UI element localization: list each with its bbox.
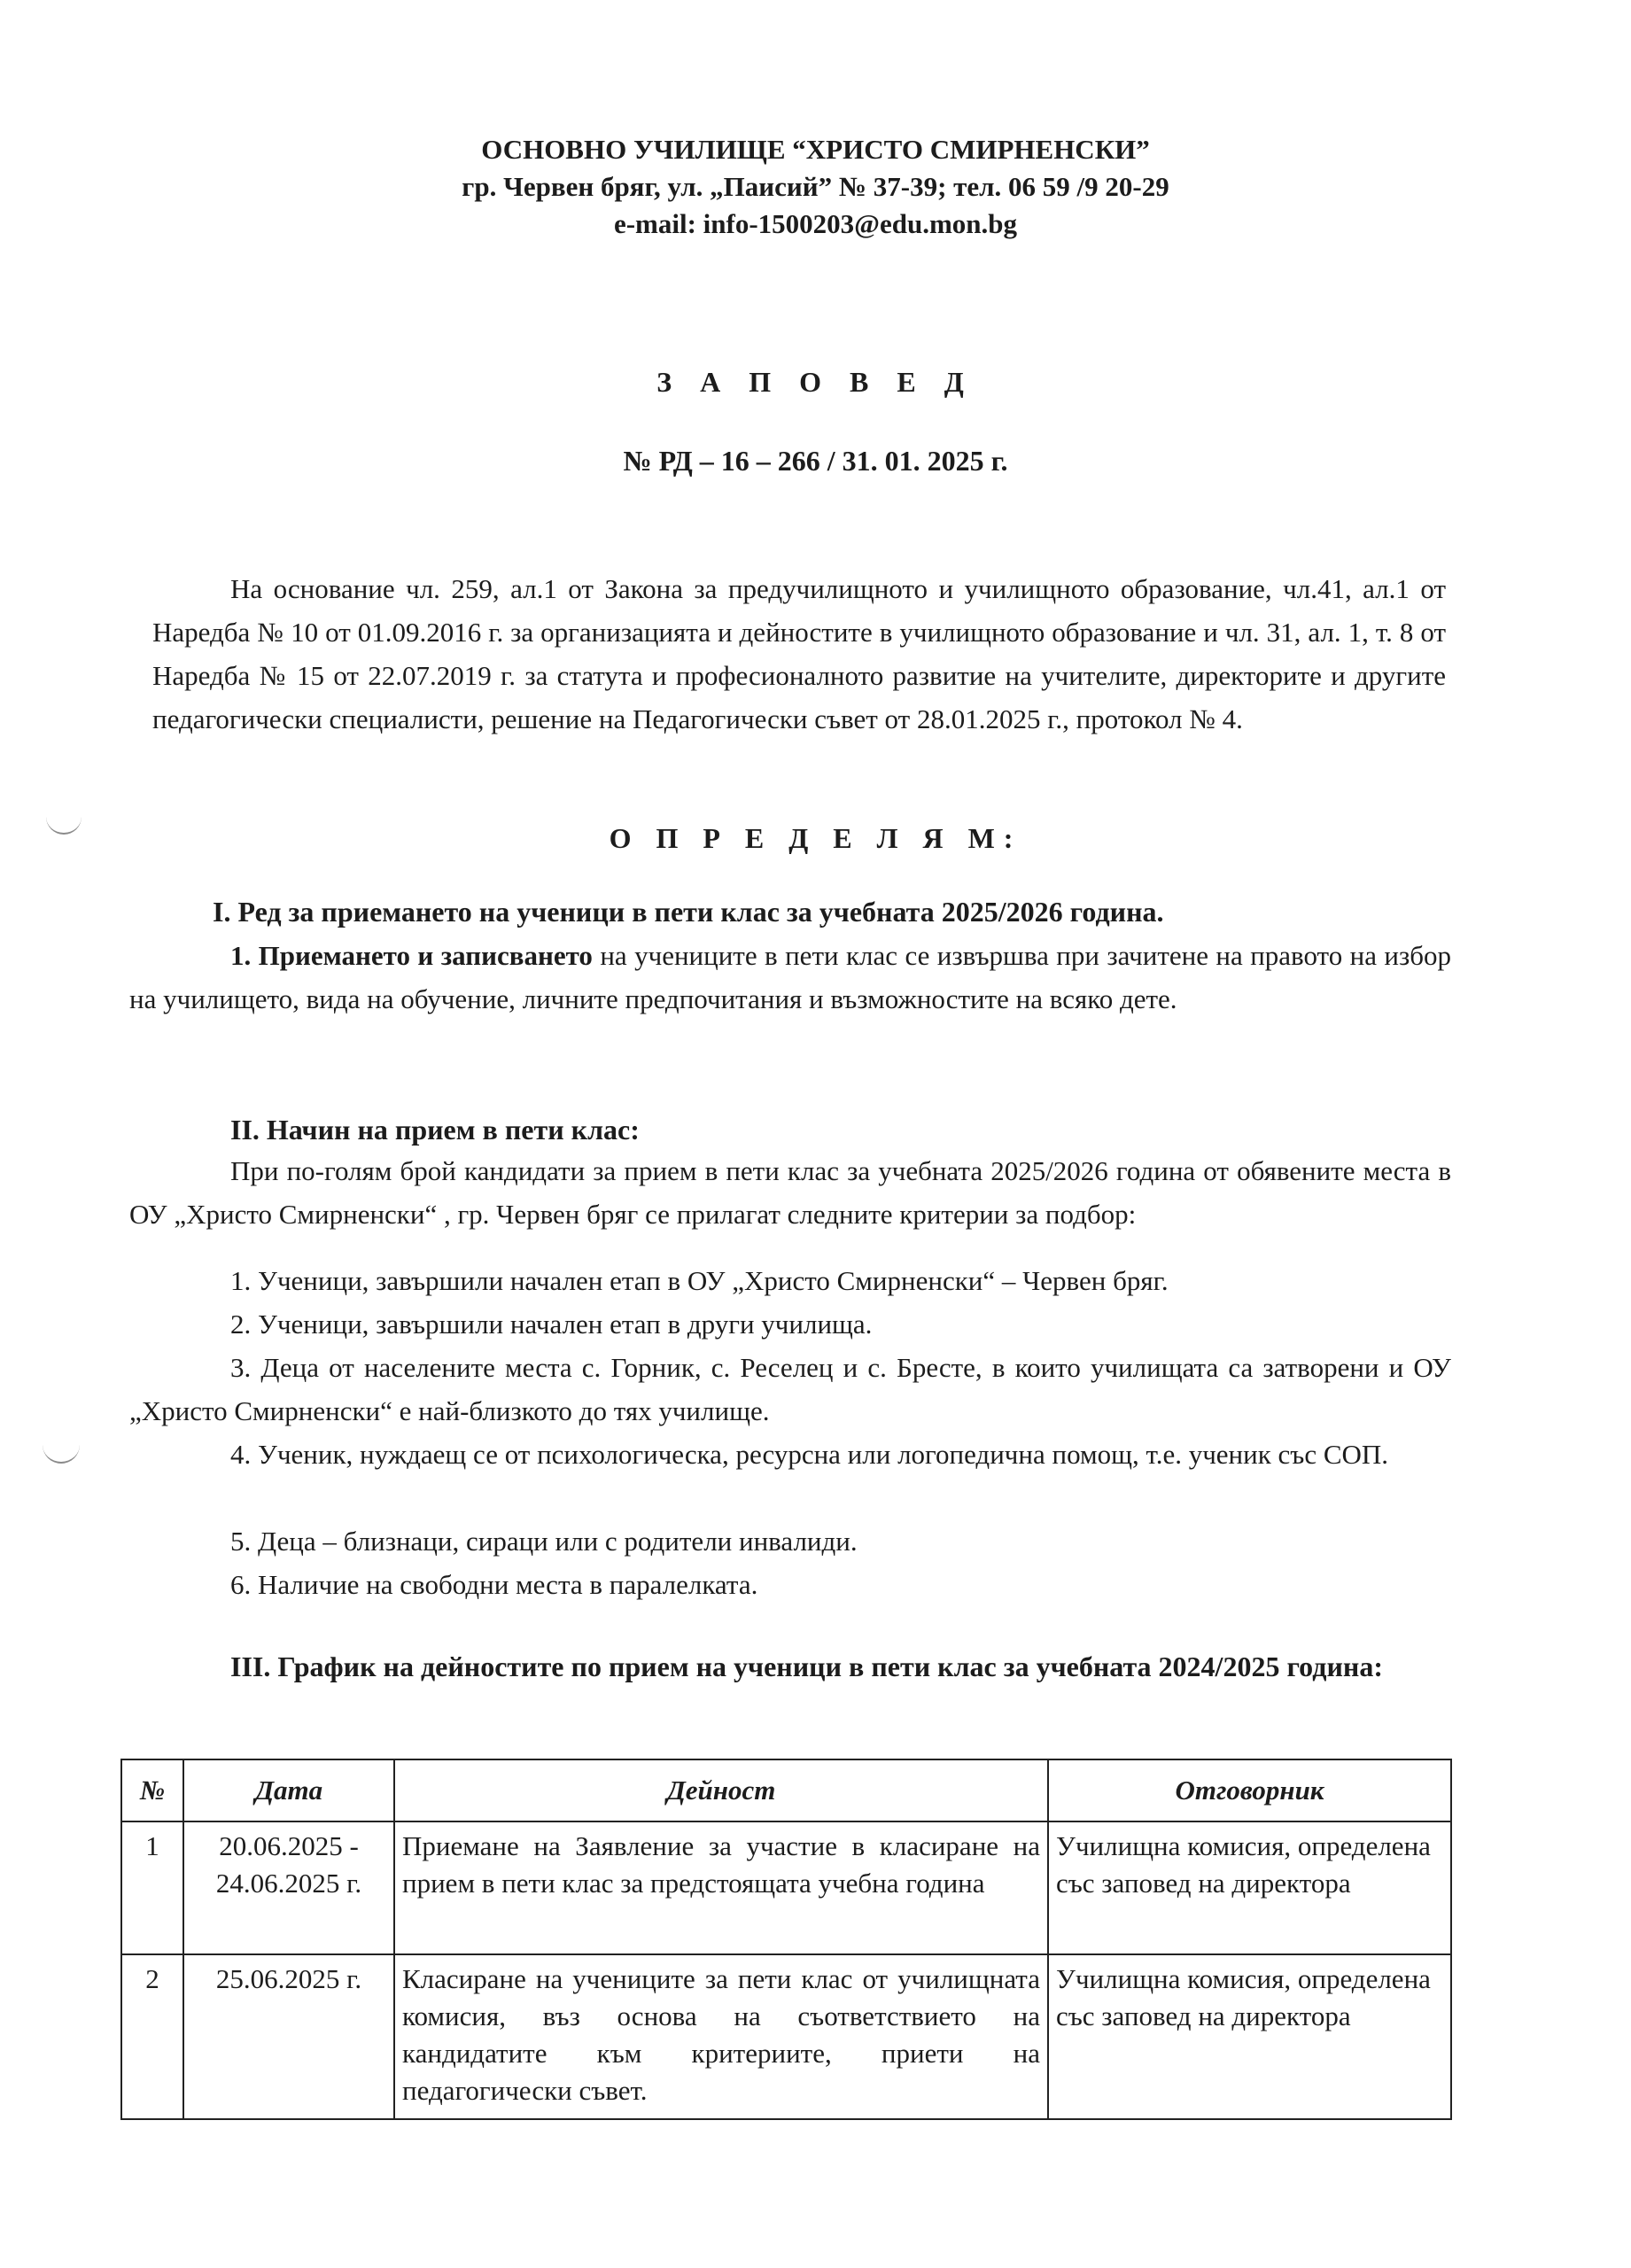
criterion-1: 1. Ученици, завършили начален етап в ОУ „Христо Смирненски“ – Червен бряг.: [230, 1265, 1169, 1296]
legal-basis-text: На основание чл. 259, ал.1 от Закона за предучилищното и училищното образование, чл.41, ал.1 от Наредба № 10 от 01.09.2016 г. за организацията и дейностите в училищното образование и чл. 31, ал. 1, т. 8 от Наредба № 15 от 22.07.2019 г. за статута и професионалното развитие на учителите, директорите и другите педагогически специалисти, решение на Педагогически съвет от 28.01.2025 г., протокол № 4.: [152, 573, 1446, 734]
order-number: № РД – 16 – 266 / 31. 01. 2025 г.: [623, 445, 1008, 477]
criterion-6: 6. Наличие на свободни места в паралелката.: [230, 1569, 758, 1600]
criterion-4-text: 4. Ученик, нуждаещ се от психологическа, ресурсна или логопедична помощ, т.е. ученик със СОП.: [230, 1439, 1389, 1470]
section-2-intro-text: При по-голям брой кандидати за прием в пети клас за учебната 2025/2026 година от обявените места в ОУ „Христо Смирненски“ , гр. Червен бряг се прилагат следните критерии за подбор:: [129, 1155, 1451, 1230]
col-header-activity: Дейност: [394, 1759, 1048, 1821]
section-3-heading: [129, 1644, 1453, 1689]
criterion-3: [129, 1346, 1451, 1433]
cell-number: 2: [121, 1954, 183, 2119]
table-row: [121, 1954, 1451, 2119]
criterion-4: [129, 1433, 1451, 1476]
school-address: гр. Червен бряг, ул. „Паисий” № 37-39; тел. 06 59 /9 20-29: [462, 171, 1169, 202]
section-3-heading-text: III. График на дейностите по прием на ученици в пети клас за учебната 2024/2025 година:: [230, 1651, 1383, 1682]
section-1-heading-text: I. Ред за приемането на ученици в пети клас за учебната 2025/2026 година.: [213, 896, 1164, 928]
section-1-point-rest: на учениците в пети клас се извършва при зачитене на правото на избор на училището, вида на обучение, личните предпочитания и възможностите на всяко дете.: [129, 940, 1451, 1014]
cell-number: 1: [121, 1821, 183, 1954]
school-name: ОСНОВНО УЧИЛИЩЕ “ХРИСТО СМИРНЕНСКИ”: [481, 134, 1150, 165]
determine-heading: О П Р Е Д Е Л Я М:: [609, 822, 1022, 854]
cell-activity: Приемане на Заявление за участие в класиране на прием в пети клас за предстоящата учебна година: [394, 1821, 1048, 1954]
legal-basis-paragraph: [152, 567, 1446, 741]
cell-responsible: Училищна комисия, определена със заповед на директора: [1048, 1821, 1451, 1954]
col-header-responsible: Отговорник: [1048, 1759, 1451, 1821]
section-2-heading-text: II. Начин на прием в пети клас:: [230, 1114, 640, 1146]
schedule-table: [120, 1759, 1452, 2120]
cell-date: 20.06.2025 - 24.06.2025 г.: [183, 1821, 394, 1954]
letterhead: [0, 131, 1631, 243]
section-1-point: [129, 934, 1451, 1021]
scan-hole-mark: [43, 1442, 80, 1464]
section-1-heading: [213, 889, 1453, 934]
table-header-row: [121, 1759, 1451, 1821]
cell-date: 25.06.2025 г.: [183, 1954, 394, 2119]
criterion-5: 5. Деца – близнаци, сираци или с родители инвалиди.: [230, 1526, 858, 1557]
criterion-3-text: 3. Деца от населените места с. Горник, с. Реселец и с. Бресте, в които училищата са затворени и ОУ „Христо Смирненски“ е най-близкото до тях училище.: [129, 1352, 1451, 1426]
section-2-intro: [129, 1149, 1451, 1236]
school-email: e-mail: info-1500203@edu.mon.bg: [613, 208, 1018, 239]
section-2-heading: [230, 1107, 1453, 1152]
cell-responsible: Училищна комисия, определена със заповед на директора: [1048, 1954, 1451, 2119]
col-header-date: Дата: [183, 1759, 394, 1821]
cell-activity: Класиране на учениците за пети клас от училищната комисия, въз основа на съответствието на кандидатите към критериите, приети на педагогически съвет.: [394, 1954, 1048, 2119]
table-row: [121, 1821, 1451, 1954]
criterion-2: 2. Ученици, завършили начален етап в други училища.: [230, 1309, 873, 1340]
col-header-number: №: [121, 1759, 183, 1821]
section-1-point-lead: 1. Приемането и записването: [230, 940, 593, 971]
order-title: З А П О В Е Д: [656, 366, 975, 398]
